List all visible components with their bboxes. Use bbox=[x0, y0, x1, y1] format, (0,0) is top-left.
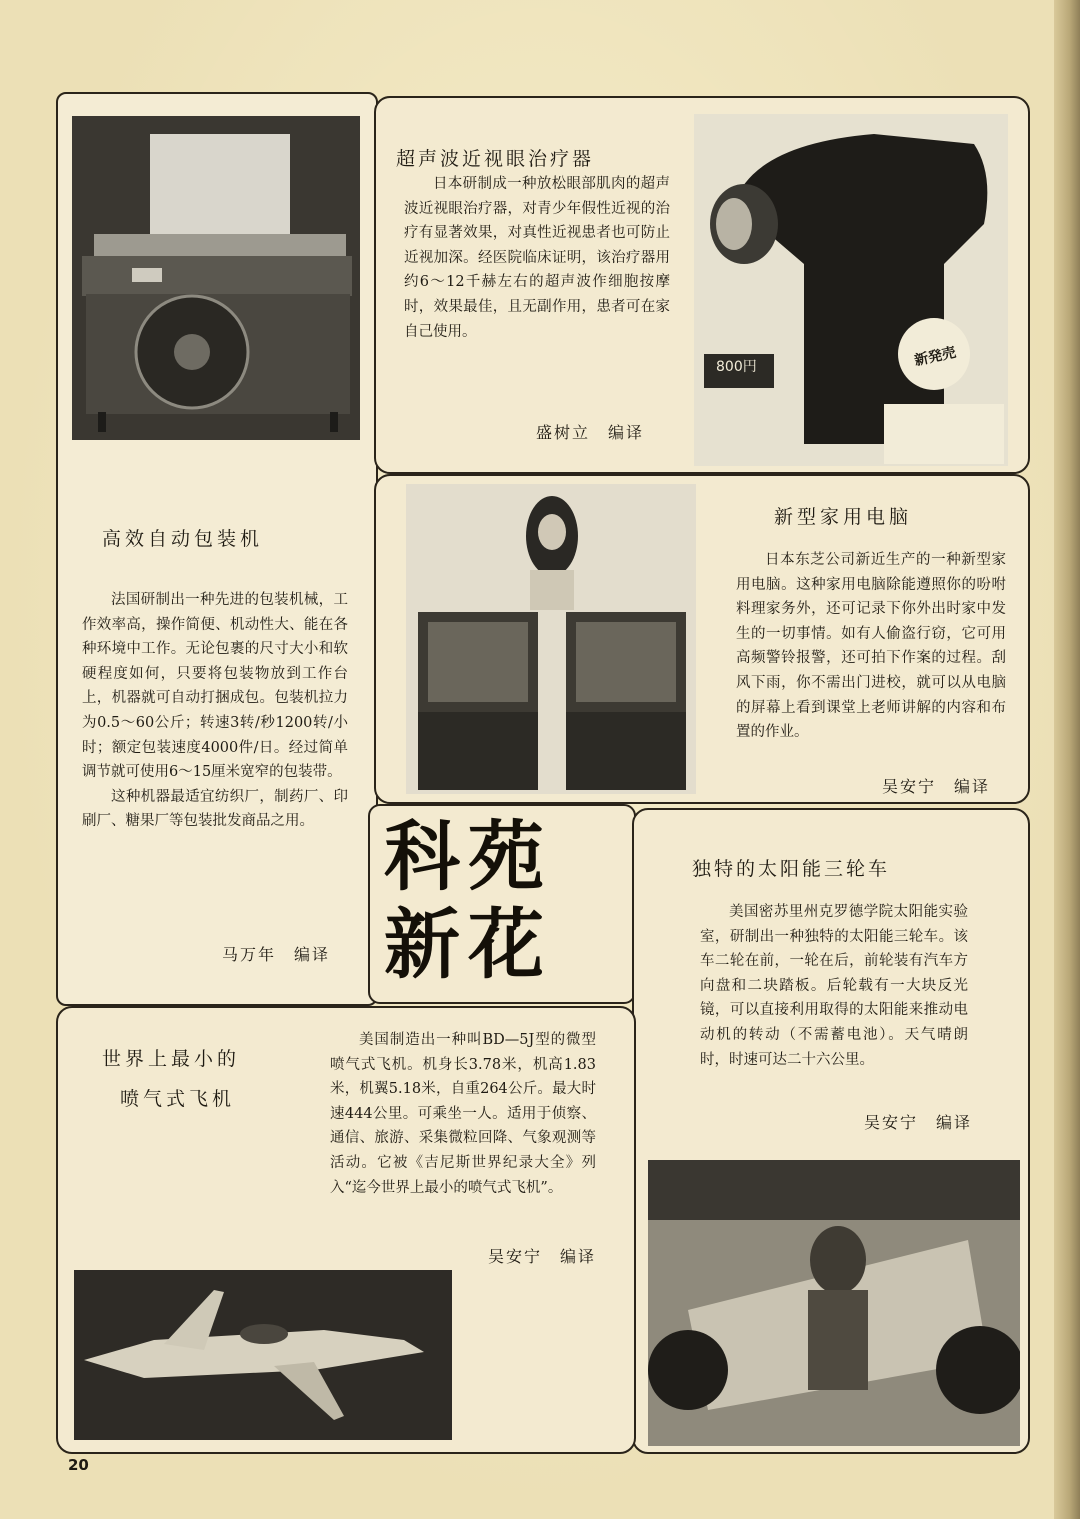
packaging-body-paragraph-2: 这种机器最适宜纺织厂，制药厂、印刷厂、糖果厂等包装批发商品之用。 bbox=[82, 788, 348, 830]
page-number: 20 bbox=[68, 1456, 89, 1474]
tricycle-body: 美国密苏里州克罗德学院太阳能实验室，研制出一种独特的太阳能三轮车。该车二轮在前，一轮在后，前轮装有汽车方向盘和二块踏板。后轮载有一大块反光镜，可以直接利用取得的太阳能来推动电动机的转动（不需蓄电池）。天气晴朗时，时速可达二十六公里。 bbox=[700, 904, 968, 1068]
ultrasonic-device-photo bbox=[694, 114, 1008, 466]
jet-photo bbox=[74, 1270, 452, 1440]
computer-photo bbox=[406, 484, 696, 794]
packaging-body bbox=[82, 588, 348, 834]
jet-title-line-2: 喷气式飞机 bbox=[120, 1088, 236, 1110]
computer-title: 新型家用电脑 bbox=[774, 506, 913, 528]
jet-credit: 吴安宁 编译 bbox=[488, 1247, 597, 1266]
packaging-body-paragraph-1: 法国研制出一种先进的包装机械，工作效率高，操作简便、机动性大、能在各种环境中工作。无论包裹的尺寸大小和软硬程度如何，只要将包装物放到工作台上，机器就可自动打捆成包。包装机拉力为0.5～60公斤；转速3转/秒1200转/小时；额定包装速度4000件/日。经过简单调节就可使用6～15厘米宽窄的包装带。 bbox=[82, 592, 348, 781]
jet-article-box bbox=[56, 1006, 636, 1454]
jet-image bbox=[74, 1270, 452, 1440]
computer-body: 日本东芝公司新近生产的一种新型家用电脑。这种家用电脑除能遵照你的吩咐料理家务外，还可记录下你外出时家中发生的一切事情。如有人偷盗行窃，它可用高频警铃报警，还可拍下作案的过程。刮风下雨，你不需出门进校，就可以从电脑的屏幕上看到课堂上老师讲解的内容和布置的作业。 bbox=[736, 552, 1006, 741]
tricycle-article-box bbox=[632, 808, 1030, 1454]
tricycle-image bbox=[648, 1160, 1020, 1446]
ultrasonic-device-image bbox=[694, 114, 1008, 466]
banner-line-2: 新花 bbox=[384, 900, 552, 989]
packaging-machine-image bbox=[72, 116, 360, 440]
packaging-credit: 马万年 编译 bbox=[222, 945, 331, 964]
packaging-title: 高效自动包装机 bbox=[102, 528, 264, 550]
price-tag-label: 800円 bbox=[716, 359, 757, 375]
new-release-sticker: 新発売 bbox=[913, 344, 958, 370]
packaging-machine-photo bbox=[72, 116, 360, 440]
jet-title-line-1: 世界上最小的 bbox=[102, 1048, 241, 1070]
computer-credit: 吴安宁 编译 bbox=[882, 777, 991, 796]
computer-image bbox=[406, 484, 696, 794]
ultrasonic-body: 日本研制成一种放松眼部肌肉的超声波近视眼治疗器，对青少年假性近视的治疗有显著效果，对真性近视患者也可防止近视加深。经医院临床证明，该治疗器用约6～12千赫左右的超声波作细胞按摩时，效果最佳，且无副作用，患者可在家自己使用。 bbox=[404, 176, 670, 340]
packaging-article-box bbox=[56, 92, 378, 1006]
ultrasonic-article-box bbox=[374, 96, 1030, 474]
ultrasonic-title: 超声波近视眼治疗器 bbox=[396, 148, 595, 170]
banner-line-1: 科苑 bbox=[384, 812, 552, 901]
tricycle-photo bbox=[648, 1160, 1020, 1446]
tricycle-title: 独特的太阳能三轮车 bbox=[692, 858, 891, 880]
tricycle-credit: 吴安宁 编译 bbox=[864, 1113, 973, 1132]
ultrasonic-credit: 盛树立 编译 bbox=[536, 423, 645, 442]
computer-article-box bbox=[374, 474, 1030, 804]
jet-body: 美国制造出一种叫BD—5J型的微型喷气式飞机。机身长3.78米，机高1.83米，机翼5.18米，自重264公斤。最大时速444公里。可乘坐一人。适用于侦察、通信、旅游、采集微粒回降、气象观测等活动。它被《吉尼斯世界纪录大全》列入“迄今世界上最小的喷气式飞机”。 bbox=[330, 1032, 596, 1196]
page-spine bbox=[1054, 0, 1080, 1519]
banner-box bbox=[368, 804, 636, 1004]
